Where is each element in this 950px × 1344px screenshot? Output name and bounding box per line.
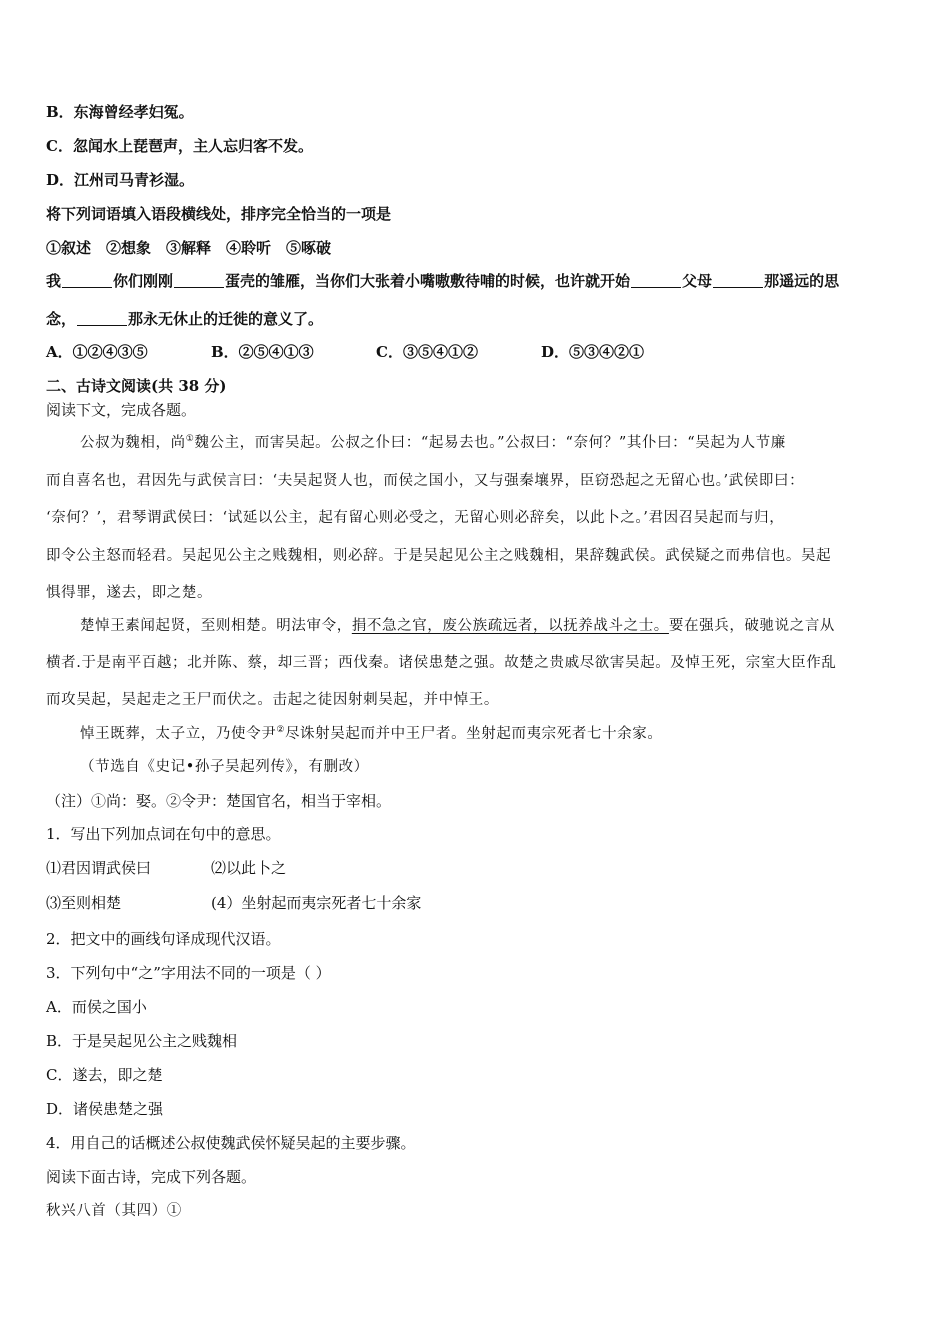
passage-line [80,723,662,745]
option-b: B．东海曾经孝妇冤。 [46,103,194,121]
passage-line: 而攻吴起，吴起走之王尸而伏之。击起之徒因射刺吴起，并中悼王。 [46,692,499,708]
passage-line: 即令公主怒而轻君。吴起见公主之贱魏相，则必辞。于是吴起见公主之贱魏相，果辞魏武侯。武侯疑之而弗信也。吴起 [46,548,832,564]
blank [174,273,224,288]
passage-line: 而自喜名也，君因先与武侯言曰：‘夫吴起贤人也，而侯之国小，又与强秦壤界，臣窃恐起之无留心也。’武侯即曰： [46,473,805,489]
passage-line: ‘奈何？’，君琴谓武侯曰：‘试延以公主，起有留心则必受之，无留心则必辞矣，以此卜之。’君因召吴起而与归， [46,510,785,526]
passage-source: （节选自《史记•孙子吴起列传》，有删改） [80,759,369,775]
fill-options [46,341,706,363]
q1-item-3: ⑶至则相楚 [46,894,122,912]
question-1-items-row2 [46,892,421,914]
passage-notes: （注）①尚：娶。②令尹：楚国官名，相当于宰相。 [46,792,392,810]
fill-text: 蛋壳的雏雁，当你们大张着小嘴嗷敷待哺的时候，也许就开始 [225,272,631,290]
fill-text: 那永无休止的迁徙的意义了。 [128,310,324,328]
note-mark: ② [276,725,285,736]
option-c: C．忽闻水上琵琶声，主人忘归客不发。 [46,137,313,155]
q1-item-4: (4）坐射起而夷宗死者七十余家 [211,894,422,912]
question-2: 2．把文中的画线句译成现代汉语。 [46,930,281,948]
passage-line: 惧得罪，遂去，即之楚。 [46,585,213,601]
fill-text: 你们刚刚 [113,272,174,290]
q3-option-a: A．而侯之国小 [46,998,147,1016]
passage-text: 魏公主，而害吴起。公叔之仆曰：“起易去也。”公叔曰：“奈何？”其仆曰：“吴起为人节廉 [194,435,786,451]
question-4: 4．用自己的话概述公叔使魏武侯怀疑吴起的主要步骤。 [46,1134,416,1152]
poem-intro: 阅读下面古诗，完成下列各题。 [46,1168,257,1186]
fill-sentence-line1 [46,270,839,292]
fill-option-d: D．⑤③④②① [541,343,645,361]
passage-text: 公叔为魏相，尚 [80,435,186,451]
fill-text: 念， [46,310,77,328]
fill-sentence-line2 [46,308,323,330]
passage-line [80,615,835,637]
q3-option-b: B．于是吴起见公主之贱魏相 [46,1032,238,1050]
fill-text: 那遥远的思 [764,272,840,290]
fill-words: ①叙述 ②想象 ③解释 ④聆听 ⑤啄破 [46,239,332,257]
q1-item-1: ⑴君因谓武侯曰 [46,859,152,877]
fill-option-c: C．③⑤④①② [376,343,478,361]
blank [631,273,681,288]
fill-text: 父母 [682,272,713,290]
fill-option-a: A．①②④③⑤ [46,343,148,361]
q3-option-d: D．诸侯患楚之强 [46,1100,164,1118]
option-d: D．江州司马青衫湿。 [46,171,195,189]
section-intro: 阅读下文，完成各题。 [46,401,197,419]
passage-line [80,432,786,454]
underlined-sentence: 捐不急之官，废公族疏远者，以抚养战斗之士。 [351,618,669,634]
fill-option-b: B．②⑤④①③ [211,343,314,361]
passage-text: 楚悼王素闻起贤，至则相楚。明法审令， [80,618,352,634]
question-1-items-row1 [46,857,286,879]
passage-text: 尽诛射吴起而并中王尸者。坐射起而夷宗死者七十余家。 [284,726,663,742]
poem-title: 秋兴八首（其四）① [46,1203,182,1219]
passage-text: 要在强兵，破驰说之言从 [668,618,836,634]
passage-line: 横者.于是南平百越；北并陈、蔡，却三晋；西伐秦。诸侯患楚之强。故楚之贵戚尽欲害吴起。及悼王死，宗室大臣作乱 [46,655,837,671]
passage-text: 悼王既葬，太子立，乃使令尹 [80,726,277,742]
q1-item-2: ⑵以此卜之 [211,859,287,877]
q3-option-c: C．遂去，即之楚 [46,1066,163,1084]
question-1: 1．写出下列加点词在句中的意思。 [46,825,281,843]
fill-question: 将下列词语填入语段横线处，排序完全恰当的一项是 [46,205,392,223]
fill-text: 我 [46,272,62,290]
section-heading: 二、古诗文阅读(共 38 分) [46,377,227,395]
question-3: 3．下列句中“之”字用法不同的一项是（ ） [46,964,331,982]
blank [77,311,127,326]
note-mark: ① [185,434,195,445]
blank [713,273,763,288]
blank [62,273,112,288]
